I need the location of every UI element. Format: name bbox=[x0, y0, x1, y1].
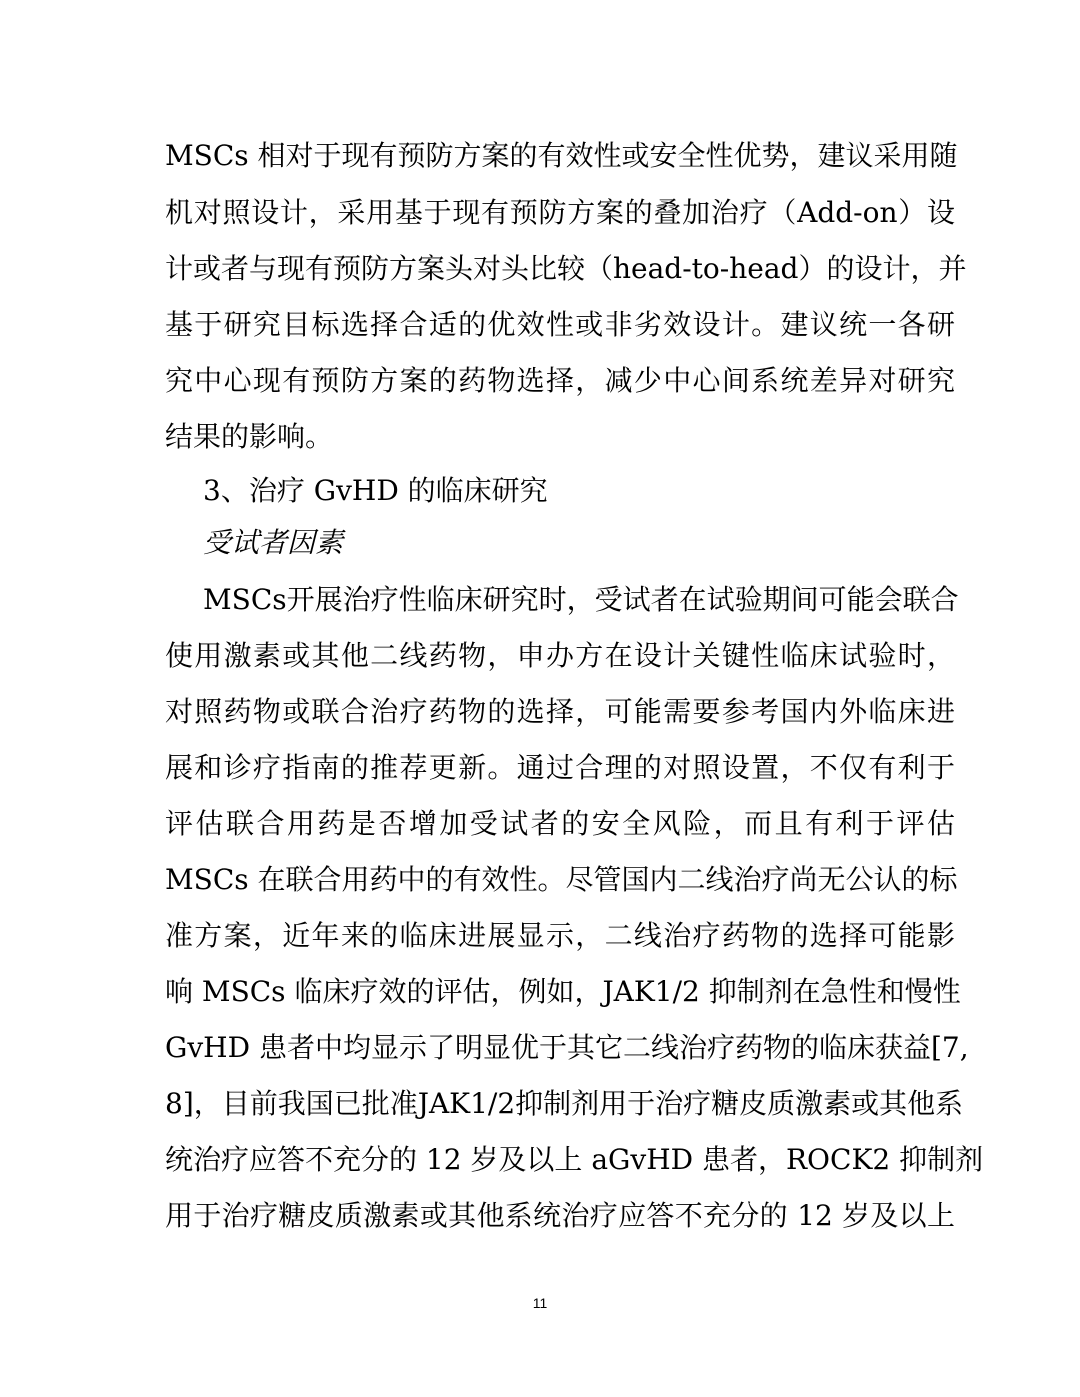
paragraph-line: 评估联合用药是否增加受试者的安全风险，而且有利于评估 bbox=[165, 807, 955, 840]
paragraph-line: MSCs开展治疗性临床研究时，受试者在试验期间可能会联合 bbox=[203, 583, 959, 616]
paragraph-line: 结果的影响。 bbox=[165, 420, 334, 453]
paragraph-line: GvHD 患者中均显示了明显优于其它二线治疗药物的临床获益[7, bbox=[165, 1031, 969, 1064]
paragraph-line: 用于治疗糖皮质激素或其他系统治疗应答不充分的 12 岁及以上 bbox=[165, 1199, 955, 1232]
paragraph-line: 基于研究目标选择合适的优效性或非劣效设计。建议统一各研 bbox=[165, 308, 955, 341]
paragraph-line: 机对照设计，采用基于现有预防方案的叠加治疗（Add-on）设 bbox=[165, 196, 955, 229]
paragraph-line: 计或者与现有预防方案头对头比较（head-to-head）的设计，并 bbox=[165, 252, 967, 285]
paragraph-line: 展和诊疗指南的推荐更新。通过合理的对照设置，不仅有利于 bbox=[165, 751, 955, 784]
paragraph-line: 8]，目前我国已批准JAK1/2抑制剂用于治疗糖皮质激素或其他系 bbox=[165, 1087, 964, 1120]
paragraph-line: 响 MSCs 临床疗效的评估，例如，JAK1/2 抑制剂在急性和慢性 bbox=[165, 975, 961, 1008]
paragraph-line: MSCs 在联合用药中的有效性。尽管国内二线治疗尚无公认的标 bbox=[165, 863, 958, 896]
paragraph-line: MSCs 相对于现有预防方案的有效性或安全性优势，建议采用随 bbox=[165, 139, 958, 172]
paragraph-line: 对照药物或联合治疗药物的选择，可能需要参考国内外临床进 bbox=[165, 695, 955, 728]
section-heading: 3、治疗 GvHD 的临床研究 bbox=[203, 474, 548, 507]
paragraph-line: 使用激素或其他二线药物，申办方在设计关键性临床试验时， bbox=[165, 639, 955, 672]
page-number: 11 bbox=[532, 1295, 548, 1311]
paragraph-line: 准方案，近年来的临床进展显示，二线治疗药物的选择可能影 bbox=[165, 919, 955, 952]
paragraph-line: 统治疗应答不充分的 12 岁及以上 aGvHD 患者，ROCK2 抑制剂 bbox=[165, 1143, 984, 1176]
sub-heading: 受试者因素 bbox=[203, 526, 344, 559]
paragraph-line: 究中心现有预防方案的药物选择，减少中心间系统差异对研究 bbox=[165, 364, 955, 397]
